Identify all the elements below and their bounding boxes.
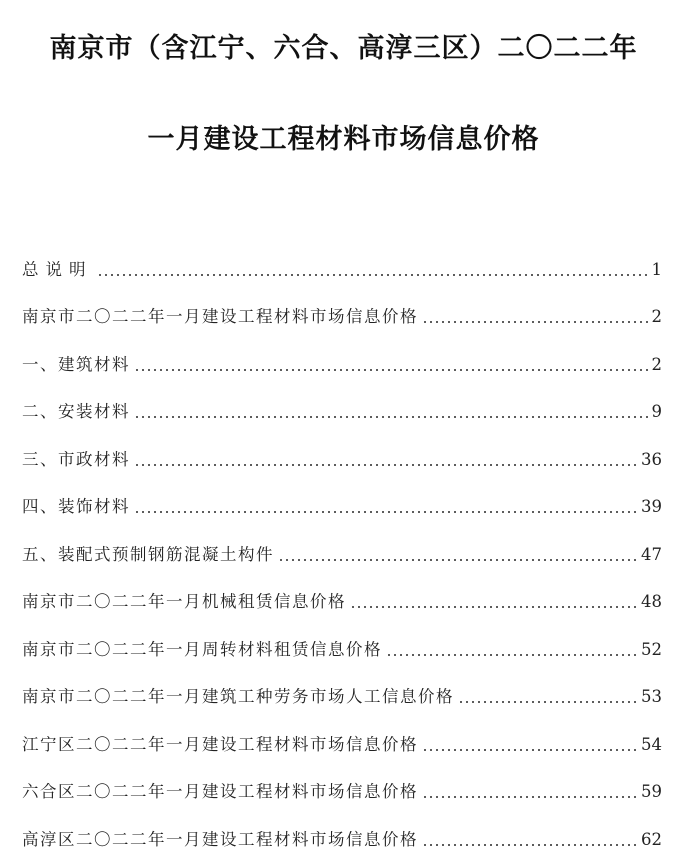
toc-dot-leader (134, 511, 638, 513)
toc-dot-leader (134, 369, 649, 371)
toc-entry-label: 南京市二〇二二年一月建筑工种劳务市场人工信息价格 (22, 687, 454, 706)
toc-entry-page-number: 2 (651, 307, 662, 326)
toc-entry-installation-materials[interactable] (22, 375, 662, 423)
toc-entry-machinery-rental[interactable] (22, 565, 662, 613)
toc-entry-page-number: 39 (641, 497, 662, 516)
toc-dot-leader (278, 559, 638, 561)
toc-entry-label: 一、建筑材料 (22, 354, 130, 374)
toc-entry-label: 南京市二〇二二年一月建设工程材料市场信息价格 (22, 307, 418, 326)
toc-dot-leader (422, 844, 638, 846)
toc-entry-page-number: 2 (651, 354, 662, 374)
toc-dot-leader (422, 796, 638, 798)
toc-entry-page-number: 48 (641, 592, 662, 611)
toc-entry-page-number: 62 (641, 829, 662, 849)
toc-entry-formwork-rental[interactable] (22, 612, 662, 660)
toc-entry-page-number: 1 (651, 259, 662, 279)
toc-entry-page-number: 59 (641, 782, 662, 801)
toc-entry-page-number: 54 (641, 734, 662, 754)
toc-dot-leader (458, 701, 638, 703)
toc-dot-leader (386, 654, 638, 656)
toc-entry-general-notes[interactable] (22, 232, 662, 280)
toc-entry-page-number: 36 (641, 449, 662, 469)
toc-entry-jiangning-materials[interactable] (22, 707, 662, 755)
toc-entry-luhe-materials[interactable] (22, 755, 662, 803)
toc-dot-leader (134, 416, 649, 418)
document-title-line-1: 南京市（含江宁、六合、高淳三区）二〇二二年 (49, 33, 638, 64)
toc-entry-label: 六合区二〇二二年一月建设工程材料市场信息价格 (22, 782, 418, 801)
toc-dot-leader (134, 464, 638, 466)
toc-entry-label: 二、安装材料 (22, 402, 130, 421)
toc-entry-decoration-materials[interactable] (22, 470, 662, 518)
toc-entry-label: 江宁区二〇二二年一月建设工程材料市场信息价格 (22, 734, 418, 754)
toc-entry-label: 四、装饰材料 (22, 497, 130, 516)
toc-dot-leader (350, 606, 638, 608)
toc-entry-label: 南京市二〇二二年一月周转材料租赁信息价格 (22, 639, 382, 659)
toc-entry-labor-prices[interactable] (22, 660, 662, 708)
toc-entry-gaochun-materials[interactable] (22, 802, 662, 850)
toc-entry-label: 五、装配式预制钢筋混凝土构件 (22, 544, 274, 564)
toc-entry-label: 高淳区二〇二二年一月建设工程材料市场信息价格 (22, 829, 418, 849)
document-title-line-2: 一月建设工程材料市场信息价格 (147, 124, 540, 155)
toc-entry-label: 三、市政材料 (22, 449, 130, 469)
toc-entry-page-number: 47 (641, 544, 662, 564)
toc-entry-municipal-materials[interactable] (22, 422, 662, 470)
toc-entry-building-materials[interactable] (22, 327, 662, 375)
toc-entry-label: 总说明 (22, 259, 93, 279)
toc-entry-page-number: 52 (641, 639, 662, 659)
toc-dot-leader (422, 749, 638, 751)
toc-entry-nanjing-materials[interactable] (22, 280, 662, 328)
toc-dot-leader (422, 321, 649, 323)
toc-entry-precast-concrete[interactable] (22, 517, 662, 565)
toc-entry-page-number: 9 (651, 402, 662, 421)
toc-entry-label: 南京市二〇二二年一月机械租赁信息价格 (22, 592, 346, 611)
table-of-contents (22, 232, 662, 850)
toc-dot-leader (97, 274, 649, 276)
toc-entry-page-number: 53 (641, 687, 662, 706)
